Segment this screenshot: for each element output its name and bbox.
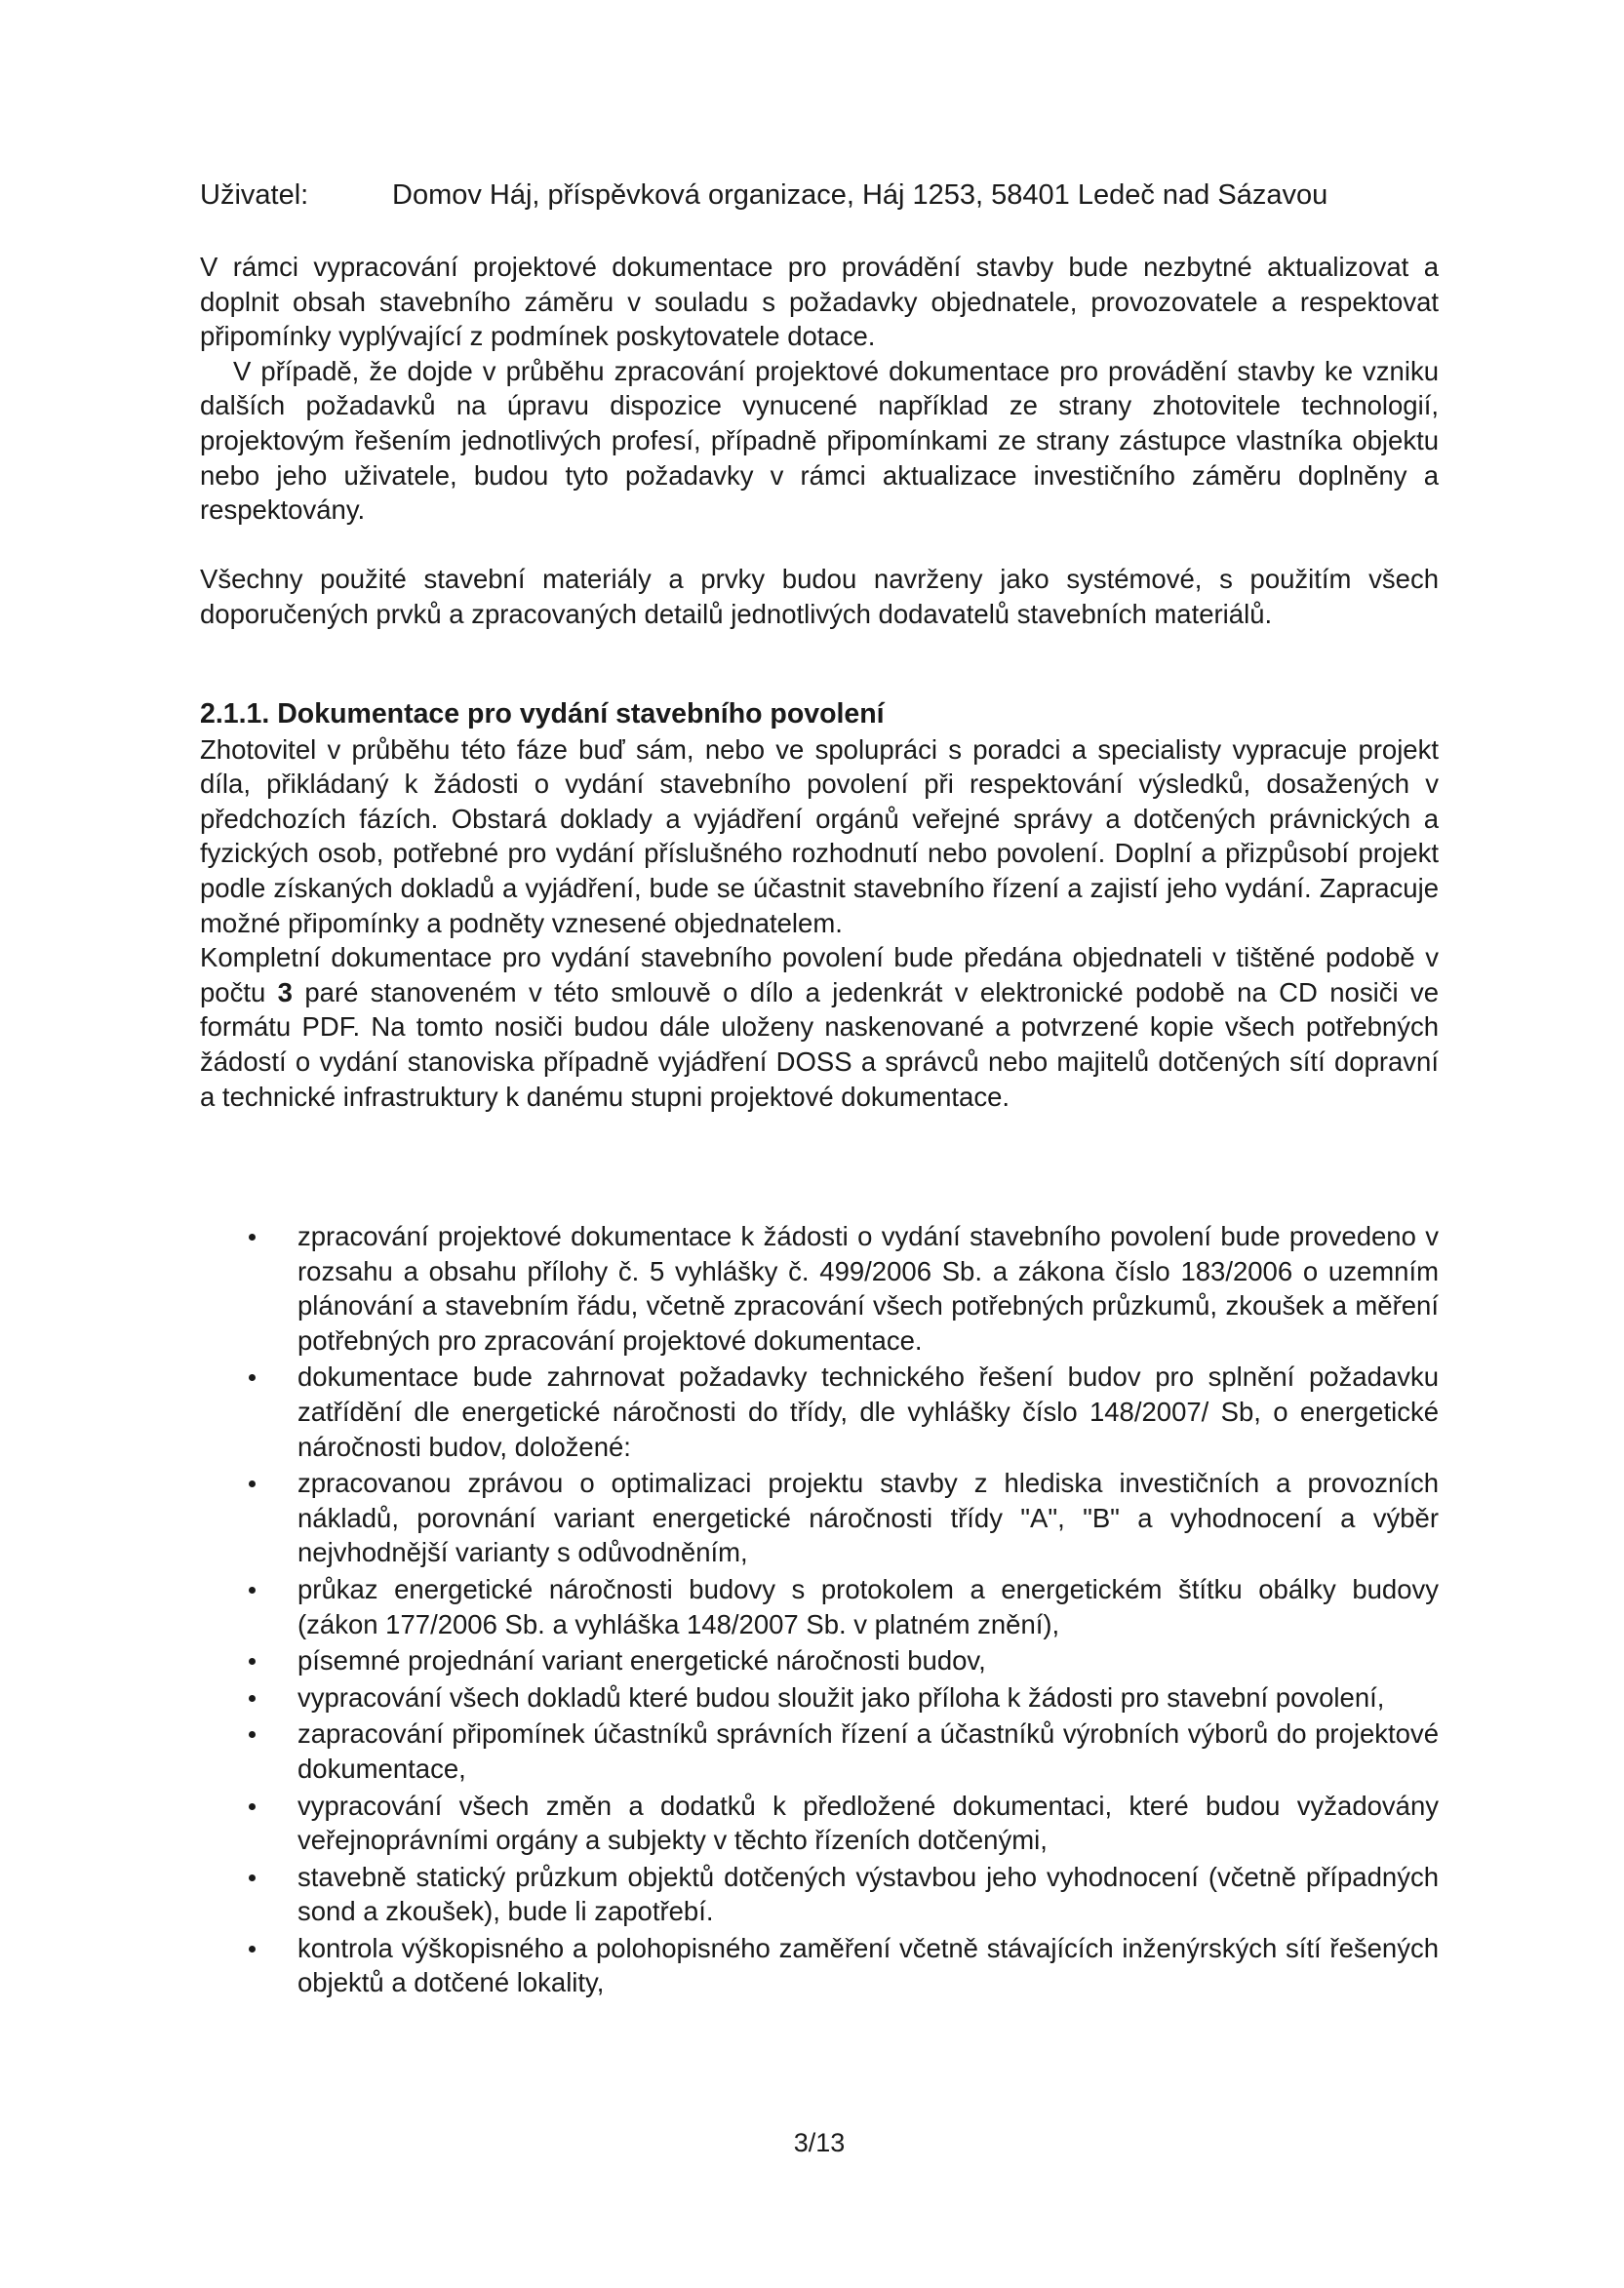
- list-item-text: zapracování připomínek účastníků správních řízení a účastníků výrobních výborů do projektové dokumentace,: [297, 1718, 1439, 1784]
- bullet-icon: [249, 1874, 256, 1881]
- list-item-text: kontrola výškopisného a polohopisného zaměření včetně stávajících inženýrských sítí řešených objektů a dotčené lokality,: [297, 1932, 1439, 1998]
- list-item-text: písemné projednání variant energetické náročnosti budov,: [297, 1645, 986, 1677]
- intro-block: [200, 250, 1439, 528]
- document-page: [200, 0, 1439, 2288]
- bullet-icon: [249, 1234, 256, 1241]
- section-heading: 2.1.1. Dokumentace pro vydání stavebního povolení: [200, 698, 885, 730]
- list-item-text: stavebně statický průzkum objektů dotčených výstavbou jeho vyhodnocení (včetně případných sond a zkoušek), bude li zapotřebí.: [297, 1861, 1439, 1927]
- section-paragraph: Zhotovitel v průběhu této fáze buď sám, nebo ve spolupráci s poradci a specialisty vypracuje projekt díla, přikládaný k žádosti o vydání stavebního povolení při respektování výsledků, dosažených v předchozích fázích. Obstará doklady a vyjádření orgánů veřejné správy a dotčených právnických a fyzických osob, potřebné pro vydání příslušného rozhodnutí nebo povolení. Doplní a přizpůsobí projekt podle získaných dokladů a vyjádření, bude se účastnit stavebního řízení a zajistí jeho vydání. Zapracuje možné připomínky a podněty vznesené objednatelem.: [200, 733, 1439, 938]
- section-building-permit: [200, 697, 1439, 1114]
- list-item: [200, 1680, 1439, 1716]
- list-item: [200, 1572, 1439, 1641]
- list-item-text: vypracování všech dokladů které budou sloužit jako příloha k žádosti pro stavební povolení,: [297, 1681, 1385, 1713]
- materials-paragraph: Všechny použité stavební materiály a prvky budou navrženy jako systémové, s použitím všech doporučených prvků a zpracovaných detailů jednotlivých dodavatelů stavebních materiálů.: [200, 564, 1439, 629]
- intro-paragraph-second: V případě, že dojde v průběhu zpracování projektové dokumentace pro provádění stavby ke vzniku dalších požadavků na úpravu dispozice vynucené například ze strany zhotovitele technologií, projektovým řešením jednotlivých profesí, případně připomínkami ze strany zástupce vlastníka objektu nebo jeho uživatele, budou tyto požadavky v rámci aktualizace investičního záměru doplněny a respektovány.: [200, 355, 1439, 526]
- section-paragraph-delivery: [200, 940, 1439, 1114]
- list-item: [200, 1789, 1439, 1858]
- list-item-text: dokumentace bude zahrnovat požadavky technického řešení budov pro splnění požadavku zatřídění dle energetické náročnosti do třídy, dle vyhlášky číslo 148/2007/ Sb, o energetické náročnosti budov, doložené:: [297, 1361, 1439, 1462]
- bullet-icon: [249, 1587, 256, 1594]
- list-item: [200, 1931, 1439, 2000]
- list-item-text: zpracovanou zprávou o optimalizaci projektu stavby z hlediska investičních a provozních nákladů, porovnání variant energetické náročnosti třídy "A", "B" a vyhodnocení a výběr nejvhodnější varianty s odůvodněním,: [297, 1468, 1439, 1568]
- bullet-icon: [249, 1374, 256, 1381]
- bullet-icon: [249, 1803, 256, 1810]
- list-item-text: průkaz energetické náročnosti budovy s protokolem a energetickém štítku obálky budovy (zákon 177/2006 Sb. a vyhláška 148/2007 Sb. v platném znění),: [297, 1573, 1439, 1639]
- page-number: 3/13: [793, 2128, 846, 2157]
- delivery-text-start: Kompletní dokumentace pro vydání stavebního povolení bude předána objednateli v tištěné podobě v počtu: [200, 942, 1439, 1007]
- bullet-icon: [249, 1480, 256, 1487]
- bullet-icon: [249, 1695, 256, 1702]
- list-item: [200, 1643, 1439, 1678]
- list-item-text: vypracování všech změn a dodatků k předložené dokumentaci, které budou vyžadovány veřejnoprávními orgány a subjekty v těchto řízeních dotčenými,: [297, 1790, 1439, 1856]
- list-item: [200, 1466, 1439, 1570]
- intro-paragraph: V rámci vypracování projektové dokumentace pro provádění stavby bude nezbytné aktualizovat a doplnit obsah stavebního záměru v souladu s požadavky objednatele, provozovatele a respektovat připomínky vyplývající z podmínek poskytovatele dotace.: [200, 252, 1439, 352]
- copies-count: 3: [277, 976, 293, 1007]
- user-value: Domov Háj, příspěvková organizace, Háj 1253, 58401 Ledeč nad Sázavou: [392, 179, 1328, 211]
- list-item: [200, 1360, 1439, 1464]
- list-item-text: zpracování projektové dokumentace k žádosti o vydání stavebního povolení bude provedeno v rozsahu a obsahu přílohy č. 5 vyhlášky č. 499/2006 Sb. a zákona číslo 183/2006 o uzemním plánování a stavebním řádu, včetně zpracování všech potřebných průzkumů, zkoušek a měření potřebných pro zpracování projektové dokumentace.: [297, 1221, 1439, 1356]
- list-item: [200, 1860, 1439, 1929]
- user-label: Uživatel:: [200, 179, 309, 211]
- delivery-text-end: paré stanoveném v této smlouvě o dílo a jedenkrát v elektronické podobě na CD nosiči ve formátu PDF. Na tomto nosiči budou dále uloženy naskenované a potvrzené kopie všech potřebných žádostí o vydání stanoviska případně vyjádření DOSS a správců nebo majitelů dotčených sítí dopravní a technické infrastruktury k danému stupni projektové dokumentace.: [200, 976, 1439, 1112]
- list-item: [200, 1219, 1439, 1358]
- requirements-list: [200, 1219, 1439, 2002]
- bullet-icon: [249, 1731, 256, 1738]
- bullet-icon: [249, 1946, 256, 1953]
- bullet-icon: [249, 1658, 256, 1665]
- list-item: [200, 1716, 1439, 1786]
